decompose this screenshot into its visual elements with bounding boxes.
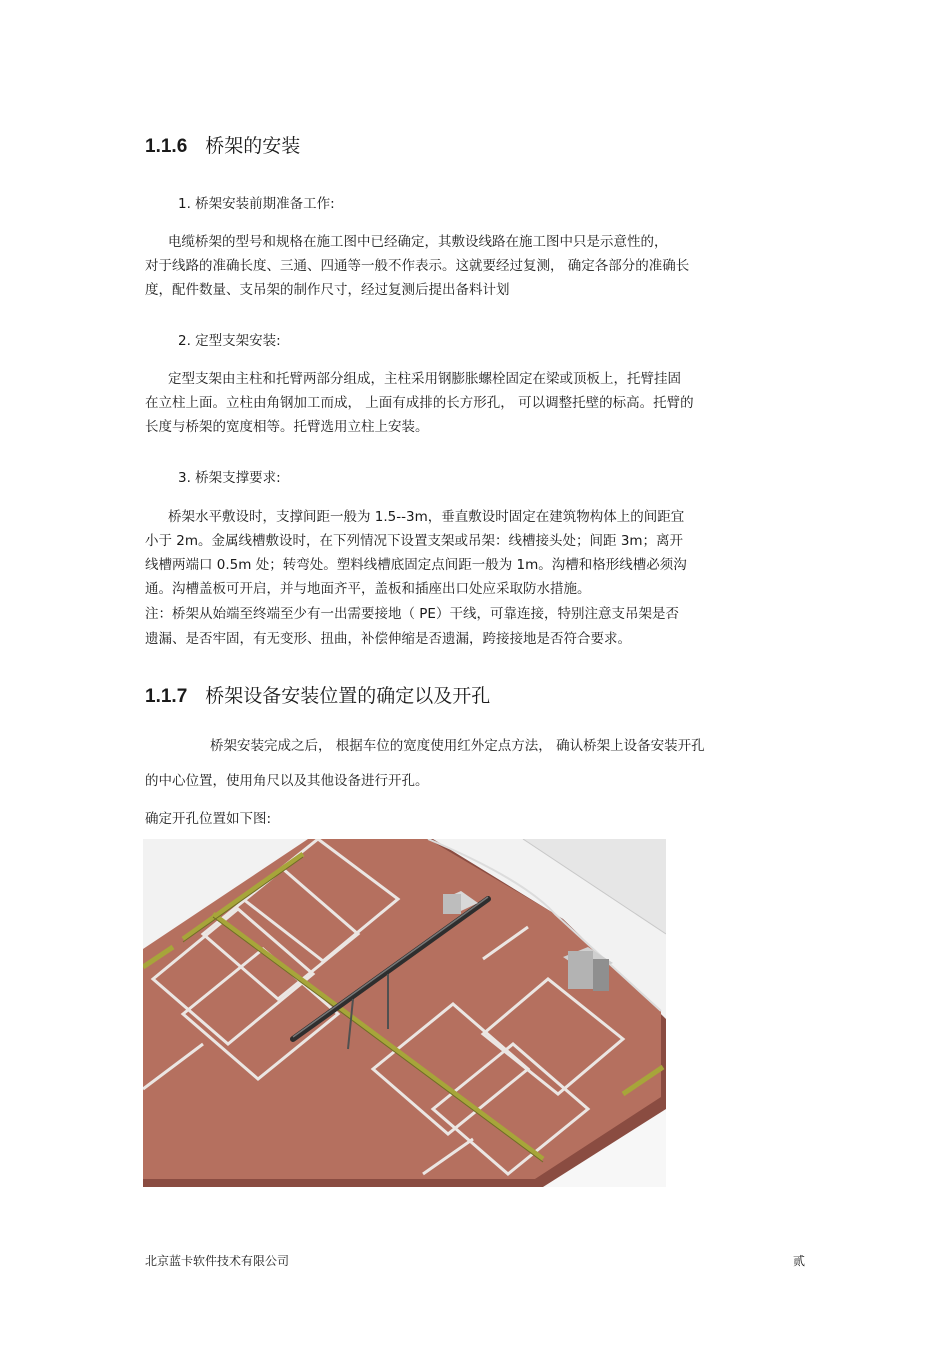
section-number: 1.1.7 — [145, 686, 188, 707]
list-item-2: 2. 定型支架安装: — [178, 333, 281, 349]
installation-figure — [143, 839, 666, 1187]
parking-floor-illustration — [143, 839, 666, 1187]
paragraph-line: 在立柱上面。立柱由角钢加工而成， 上面有成排的长方形孔， 可以调整托壁的标高。托臂的 — [145, 395, 694, 411]
paragraph-line: 的中心位置，使用角尺以及其他设备进行开孔。 — [145, 773, 429, 789]
figure-caption: 确定开孔位置如下图: — [145, 811, 272, 827]
paragraph-line: 通。沟槽盖板可开启，并与地面齐平，盖板和插座出口处应采取防水措施。 — [145, 581, 591, 597]
paragraph-line: 对于线路的准确长度、三通、四通等一般不作表示。这就要经过复测， 确定各部分的准确长 — [145, 258, 690, 274]
paragraph-line: 桥架水平敷设时，支撑间距一般为 1.5--3m，垂直敷设时固定在建筑物构体上的间距宜 — [168, 509, 685, 525]
section-number: 1.1.6 — [145, 136, 188, 157]
paragraph-line: 定型支架由主柱和托臂两部分组成，主柱采用钢膨胀螺栓固定在梁或顶板上，托臂挂固 — [168, 371, 681, 387]
footer-page-number: 贰 — [793, 1254, 806, 1268]
section-title: 桥架的安装 — [205, 135, 301, 157]
section-title: 桥架设备安装位置的确定以及开孔 — [205, 685, 491, 707]
paragraph-line: 度，配件数量、支吊架的制作尺寸，经过复测后提出备料计划 — [145, 282, 510, 298]
paragraph-line: 小于 2m。金属线槽敷设时，在下列情况下设置支架或吊架：线槽接头处；间距 3m；离开 — [145, 533, 684, 549]
note-line: 遗漏、是否牢固，有无变形、扭曲，补偿伸缩是否遗漏，跨接接地是否符合要求。 — [145, 631, 631, 647]
paragraph-line: 线槽两端口 0.5m 处；转弯处。塑料线槽底固定点间距一般为 1m。沟槽和格形线槽必须沟 — [145, 557, 687, 573]
paragraph-line: 桥架安装完成之后， 根据车位的宽度使用红外定点方法， 确认桥架上设备安装开孔 — [210, 738, 705, 754]
note-line: 注：桥架从始端至终端至少有一出需要接地（ PE）干线，可靠连接，特别注意支吊架是否 — [145, 606, 679, 622]
paragraph-line: 长度与桥架的宽度相等。托臂选用立柱上安装。 — [145, 419, 429, 435]
section-heading-1-1-7 — [145, 681, 490, 708]
section-heading-1-1-6 — [145, 131, 300, 158]
footer-company: 北京蓝卡软件技术有限公司 — [145, 1254, 290, 1268]
list-item-1: 1. 桥架安装前期准备工作: — [178, 196, 335, 212]
paragraph-line: 电缆桥架的型号和规格在施工图中已经确定，其敷设线路在施工图中只是示意性的， — [168, 234, 668, 250]
list-item-3: 3. 桥架支撑要求: — [178, 470, 281, 486]
